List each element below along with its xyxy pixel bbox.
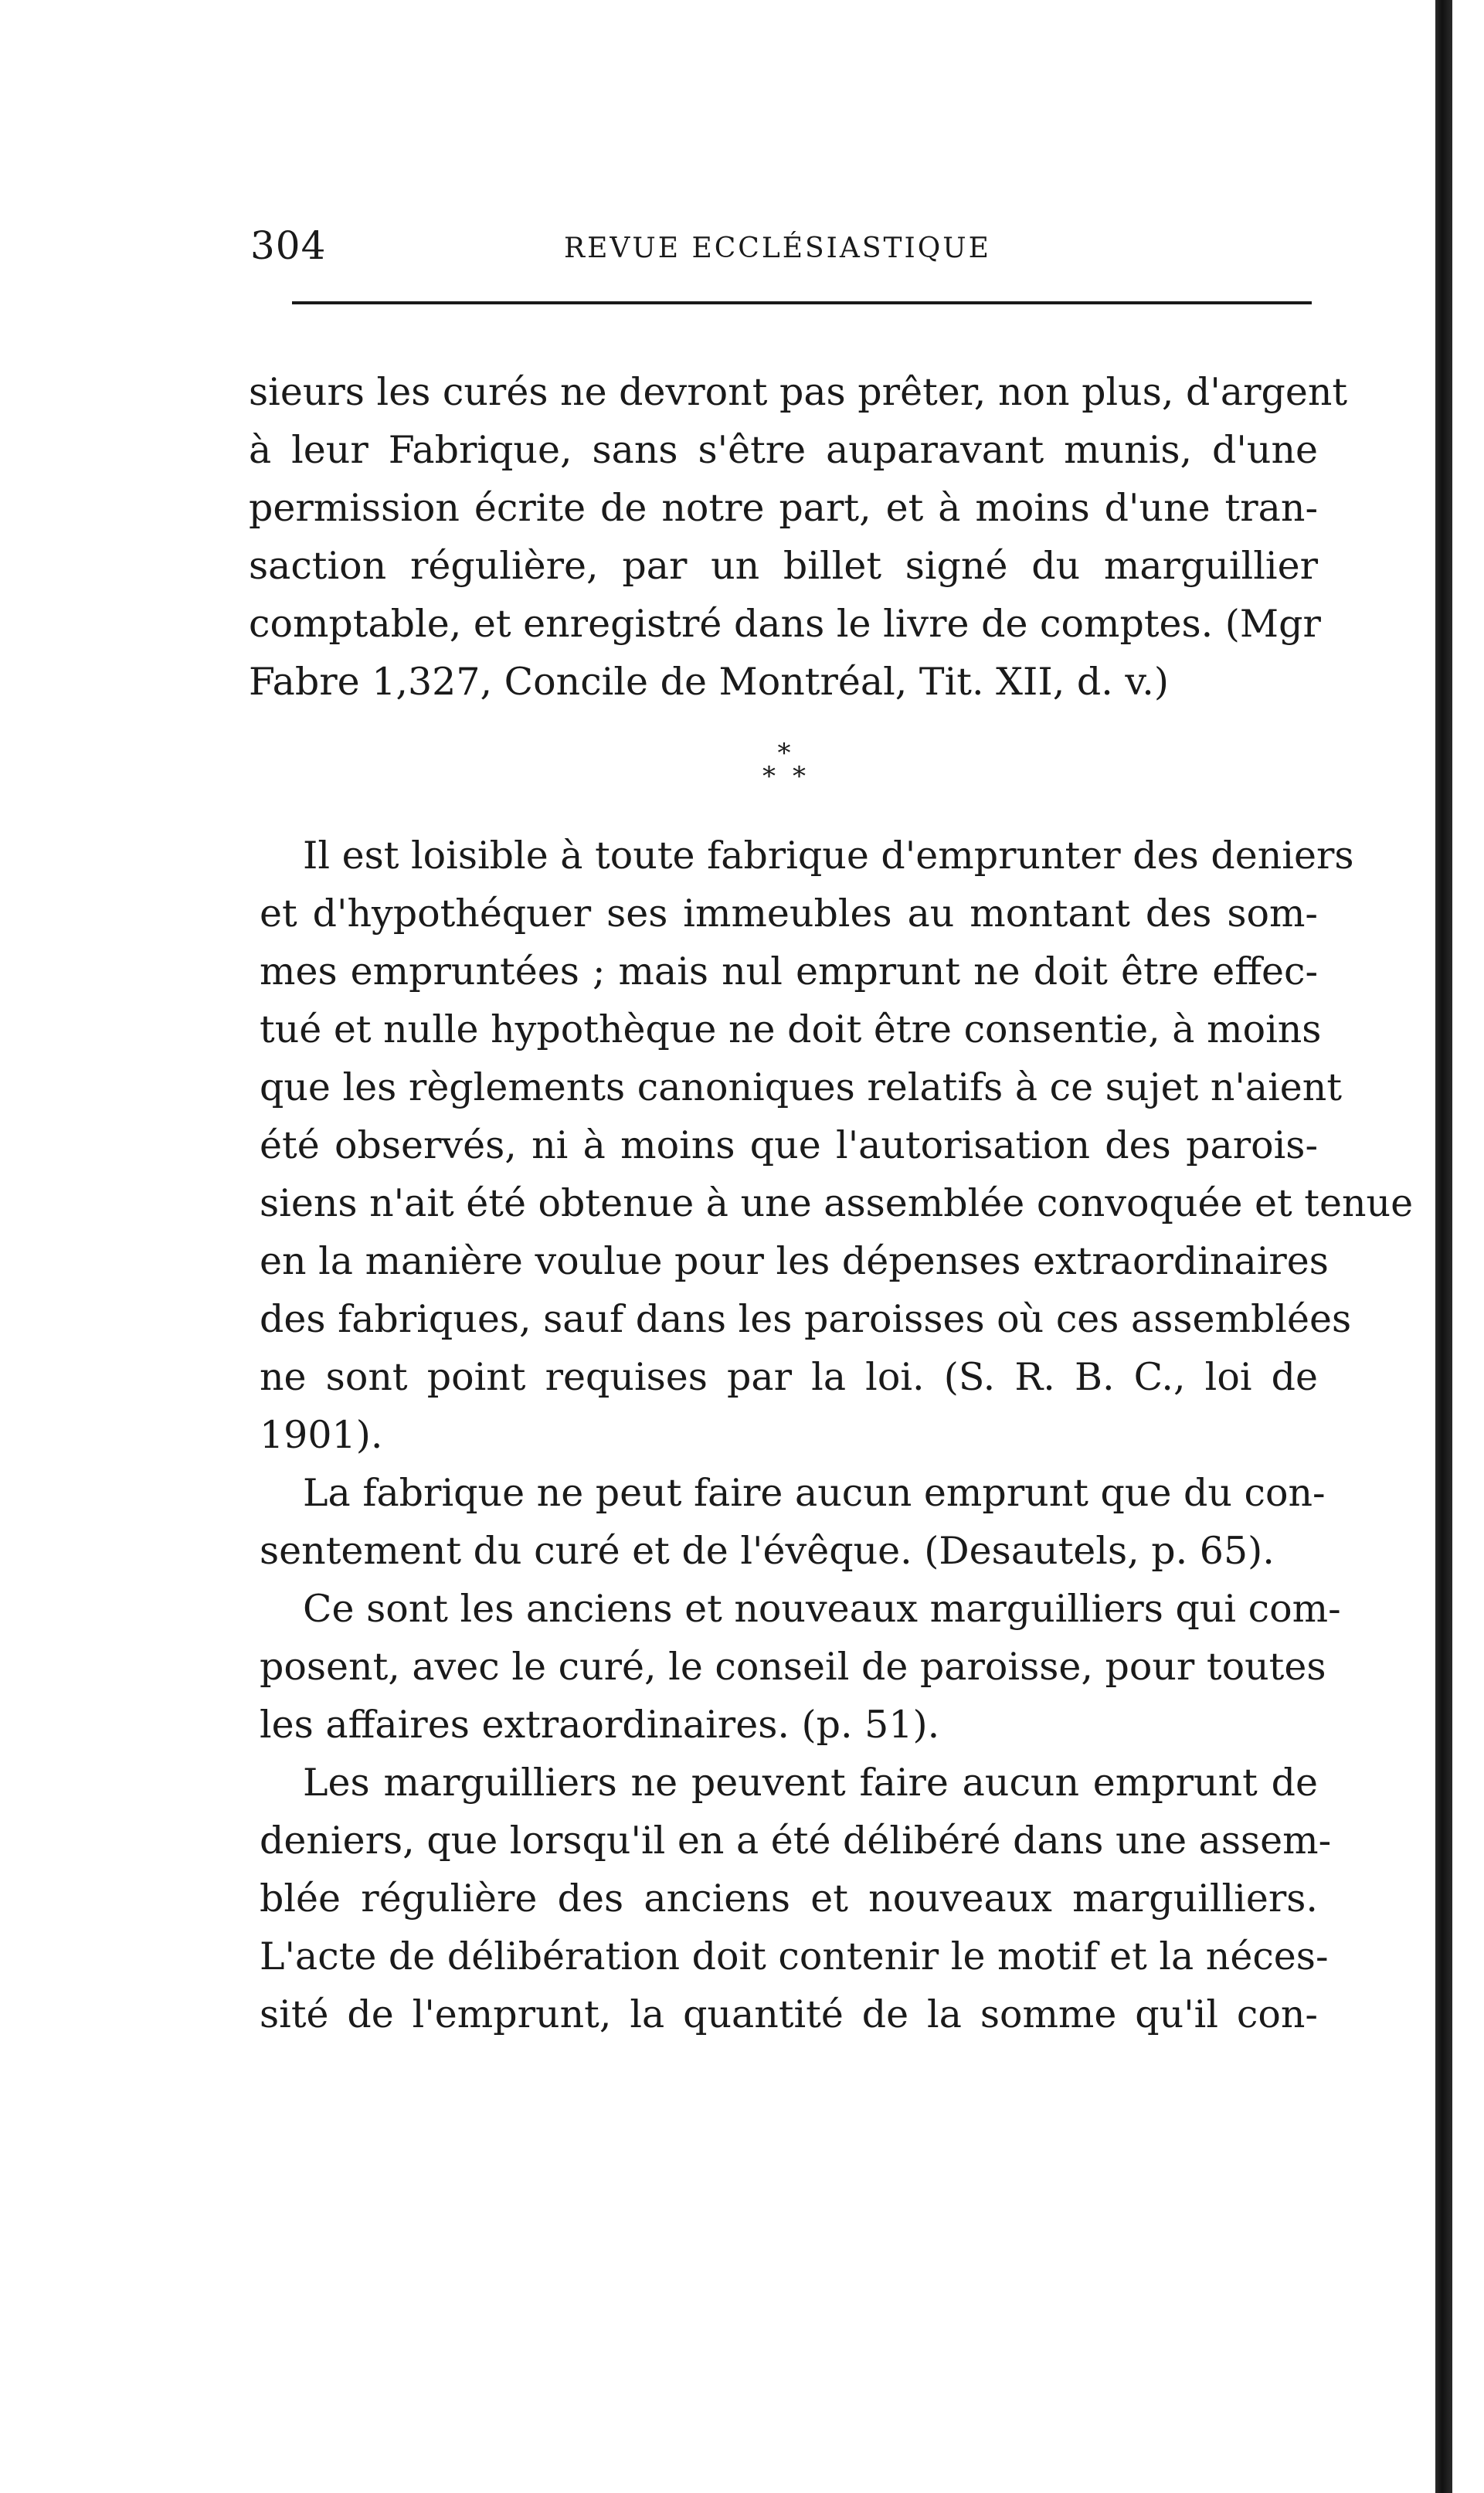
text-line: été observés, ni à moins que l'autorisation des parois- — [260, 1123, 1318, 1167]
text-line: comptable, et enregistré dans le livre de comptes. (Mgr — [249, 602, 1321, 646]
text-line: 1901). — [260, 1413, 383, 1457]
text-line: ne sont point requises par la loi. (S. R. B. C., loi de — [260, 1355, 1318, 1399]
running-head: REVUE ECCLÉSIASTIQUE — [564, 233, 991, 264]
text-line: Les marguilliers ne peuvent faire aucun emprunt de — [303, 1761, 1318, 1805]
text-line: des fabriques, sauf dans les paroisses où ces assemblées — [260, 1297, 1352, 1341]
paragraph-consentement — [260, 1464, 1326, 1580]
text-line: saction régulière, par un billet signé du marguillier — [249, 544, 1318, 588]
text-line: sité de l'emprunt, la quantité de la somme qu'il con- — [260, 1992, 1318, 2036]
asterism-separator — [722, 738, 846, 811]
text-line: à leur Fabrique, sans s'être auparavant munis, d'une — [249, 428, 1318, 472]
text-line: La fabrique ne peut faire aucun emprunt que du con- — [303, 1471, 1326, 1515]
page-edge-shadow — [1435, 0, 1452, 2493]
paragraph-continuation — [249, 363, 1348, 711]
paragraph-conseil — [260, 1580, 1341, 1754]
text-line: tué et nulle hypothèque ne doit être consentie, à moins — [260, 1007, 1322, 1051]
paragraph-emprunt — [260, 827, 1414, 1464]
text-line: siens n'ait été obtenue à une assemblée convoquée et tenue — [260, 1181, 1414, 1225]
paragraph-marguilliers — [260, 1754, 1332, 2043]
text-line: Ce sont les anciens et nouveaux marguilliers qui com- — [303, 1587, 1341, 1631]
text-line: Il est loisible à toute fabrique d'emprunter des deniers — [303, 834, 1354, 878]
text-line: en la manière voulue pour les dépenses extraordinaires — [260, 1239, 1329, 1283]
text-line: blée régulière des anciens et nouveaux marguilliers. — [260, 1877, 1318, 1921]
text-line: posent, avec le curé, le conseil de paroisse, pour toutes — [260, 1645, 1326, 1689]
asterism-bottom: ** — [762, 761, 823, 792]
text-line: les affaires extraordinaires. (p. 51). — [260, 1703, 940, 1747]
text-line: que les règlements canoniques relatifs à ce sujet n'aient — [260, 1065, 1343, 1109]
text-line: sentement du curé et de l'évêque. (Desautels, p. 65). — [260, 1529, 1275, 1573]
text-line: mes empruntées ; mais nul emprunt ne doit être effec- — [260, 949, 1318, 993]
text-line: sieurs les curés ne devront pas prêter, non plus, d'argent — [249, 370, 1348, 414]
text-line: Fabre 1,327, Concile de Montréal, Tit. XII, d. v.) — [249, 660, 1169, 704]
text-line: et d'hypothéquer ses immeubles au montant des som- — [260, 892, 1318, 936]
text-line: deniers, que lorsqu'il en a été délibéré dans une assem- — [260, 1819, 1332, 1863]
header-rule — [292, 301, 1312, 304]
body-text — [260, 827, 1414, 2043]
asterism-top: * — [777, 738, 791, 769]
text-line: permission écrite de notre part, et à moins d'une tran- — [249, 486, 1318, 530]
text-line: L'acte de délibération doit contenir le motif et la néces- — [260, 1934, 1329, 1978]
page-number: 304 — [250, 223, 327, 268]
